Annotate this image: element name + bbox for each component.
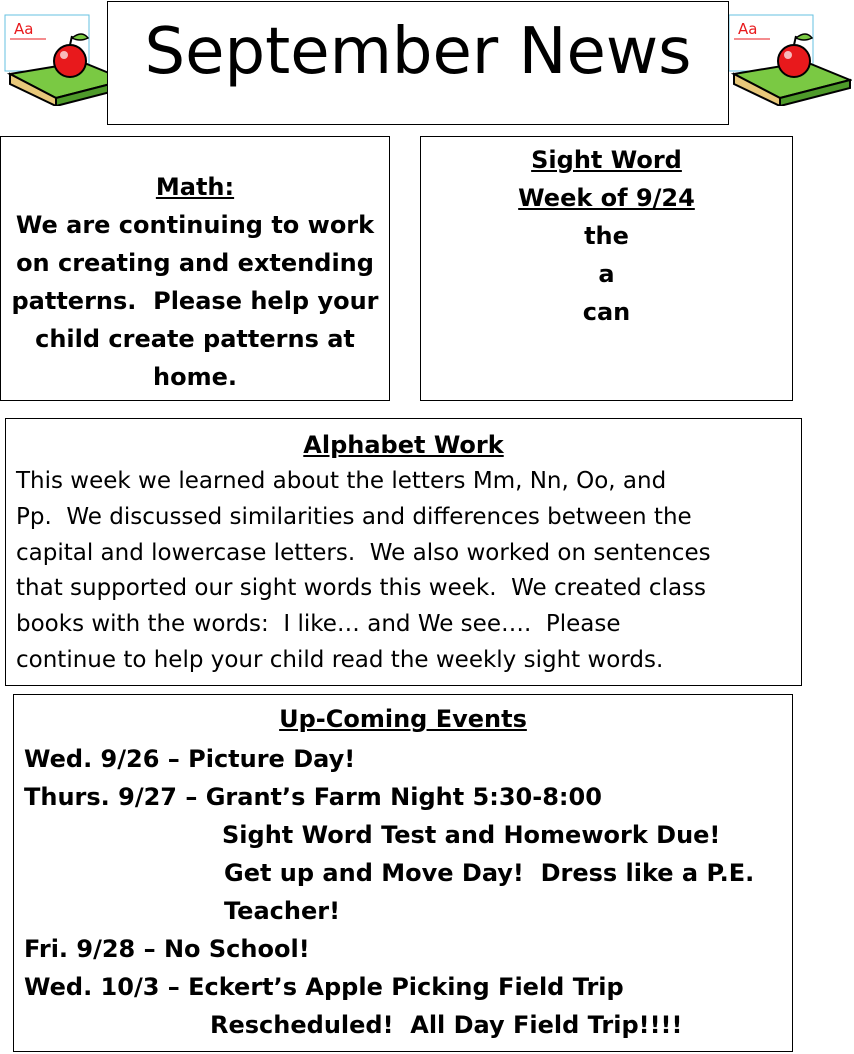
alphabet-line: that supported our sight words this week. We created class	[16, 575, 707, 602]
clipart-letters: Aa	[14, 20, 34, 38]
math-line: We are continuing to work	[15, 211, 375, 239]
page-title: September News	[144, 15, 692, 89]
math-line: on creating and extending	[16, 249, 374, 277]
event-line: Thurs. 9/27 – Grant’s Farm Night 5:30-8:00	[24, 783, 602, 811]
math-line: child create patterns at	[35, 325, 355, 353]
sight-word: the	[584, 222, 629, 250]
events-heading: Up-Coming Events	[279, 705, 527, 733]
alphabet-line: This week we learned about the letters Mm, Nn, Oo, and	[16, 468, 667, 494]
sight-word: can	[582, 298, 631, 326]
title-box	[107, 1, 729, 125]
alphabet-line: continue to help your child read the weekly sight words.	[16, 646, 664, 673]
alphabet-section	[5, 418, 802, 686]
math-line: patterns. Please help your	[11, 287, 379, 315]
sight-word-week: Week of 9/24	[518, 184, 695, 212]
event-line: Rescheduled! All Day Field Trip!!!!	[210, 1011, 683, 1039]
sight-word-section	[420, 136, 793, 401]
math-line: home.	[153, 363, 237, 391]
alphabet-heading: Alphabet Work	[303, 431, 504, 459]
math-heading: Math:	[155, 173, 235, 201]
alphabet-line: capital and lowercase letters. We also worked on sentences	[16, 539, 711, 566]
math-section	[0, 136, 390, 401]
event-line: Wed. 9/26 – Picture Day!	[24, 745, 356, 773]
events-section	[13, 694, 793, 1052]
event-line: Sight Word Test and Homework Due!	[222, 821, 721, 849]
sight-word: a	[598, 260, 615, 288]
alphabet-line: Pp. We discussed similarities and differences between the	[16, 503, 692, 530]
alphabet-line: books with the words: I like… and We see…. Please	[16, 611, 621, 638]
event-line: Get up and Move Day! Dress like a P.E.	[224, 859, 755, 887]
sight-word-heading: Sight Word	[531, 146, 682, 174]
event-line: Teacher!	[224, 897, 341, 925]
event-line: Wed. 10/3 – Eckert’s Apple Picking Field Trip	[24, 973, 624, 1001]
clipart-letters: Aa	[738, 20, 758, 38]
event-line: Fri. 9/28 – No School!	[24, 935, 310, 963]
book-apple-icon	[728, 14, 852, 106]
